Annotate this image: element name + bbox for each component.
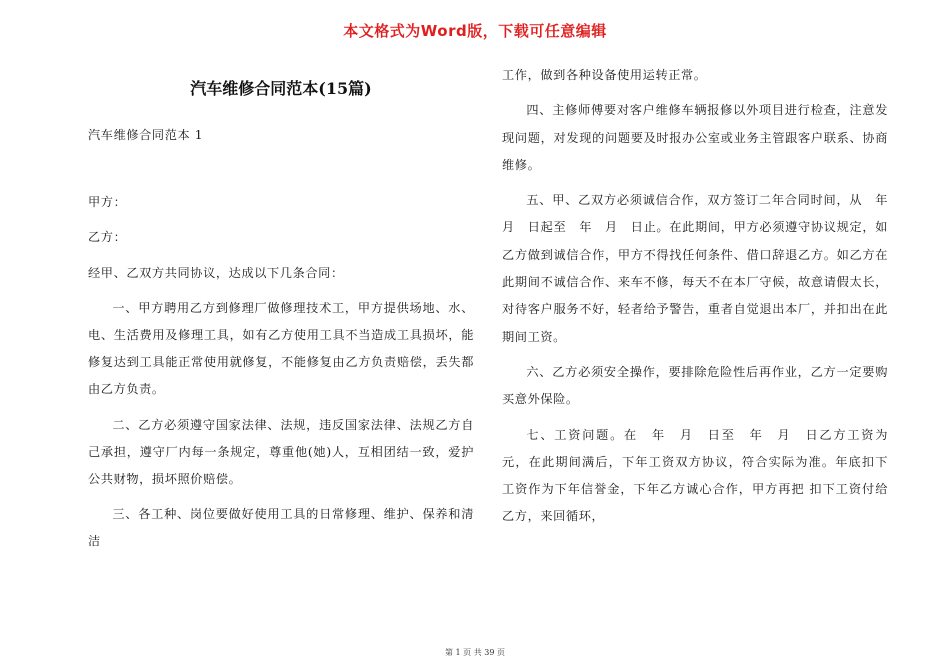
contract-subtitle: 汽车维修合同范本 1 (88, 128, 204, 142)
intro-paragraph: 经甲、乙双方共同协议，达成以下几条合同： (88, 265, 344, 280)
clause-continuation: 工作，做到各种设备使用运转正常。 (502, 68, 707, 82)
clause-paragraph: 三、各工种、岗位要做好使用工具的日常修理、维护、保养和清洁 (88, 507, 474, 549)
clause-paragraph: 四、主修师傅要对客户维修车辆报修以外项目进行检查，注意发现问题，对发现的问题要及时报办公室或业务主管跟客户联系、协商维修。 (502, 103, 888, 172)
document-title: 汽车维修合同范本(15篇) (190, 79, 372, 98)
clause-paragraph: 一、甲方聘用乙方到修理厂做修理技术工，甲方提供场地、水、电、生活费用及修理工具，如有乙方使用工具不当造成工具损坏，能修复达到工具能正常使用就修复，不能修复由乙方负责赔偿，丢失都由乙方负责。 (88, 300, 474, 397)
right-column (502, 62, 901, 531)
party-b-label: 乙方： (88, 230, 127, 245)
clause-paragraph: 五、甲、乙双方必须诚信合作，双方签订二年合同时间，从 年 月 日起至 年 月 日止。在此期间，甲方必须遵守协议规定，如乙方做到诚信合作，甲方不得找任何条件、借口辞退乙方。如乙方在此期间不诚信合作、来车不修，每天不在本厂守候，故意请假太长，对待客户服务不好，轻者给予警告，重者自觉退出本厂，并扣出在此期间工资。 (502, 193, 901, 344)
clause-paragraph: 二、乙方必须遵守国家法律、法规，违反国家法律、法规乙方自己承担，遵守厂内每一条规定，尊重他(她)人，互相团结一致，爱护公共财物，损坏照价赔偿。 (88, 417, 474, 487)
word-format-banner: 本文格式为Word版，下载可任意编辑 (343, 22, 607, 40)
left-column (88, 62, 474, 556)
page-number-footer: 第 1 页 共 39 页 (445, 648, 505, 657)
clause-paragraph: 七、工资问题。在 年 月 日至 年 月 日乙方工资为 元，在此期间满后，下年工资双方协议，符合实际为准。年底扣下 工资作为下年信誉金，下年乙方诚心合作，甲方再把 扣下工资付给乙方，来回循环， (502, 427, 901, 524)
party-a-label: 甲方： (88, 195, 127, 210)
clause-paragraph: 六、乙方必须安全操作，要排除危险性后再作业，乙方一定要购买意外保险。 (502, 364, 888, 407)
